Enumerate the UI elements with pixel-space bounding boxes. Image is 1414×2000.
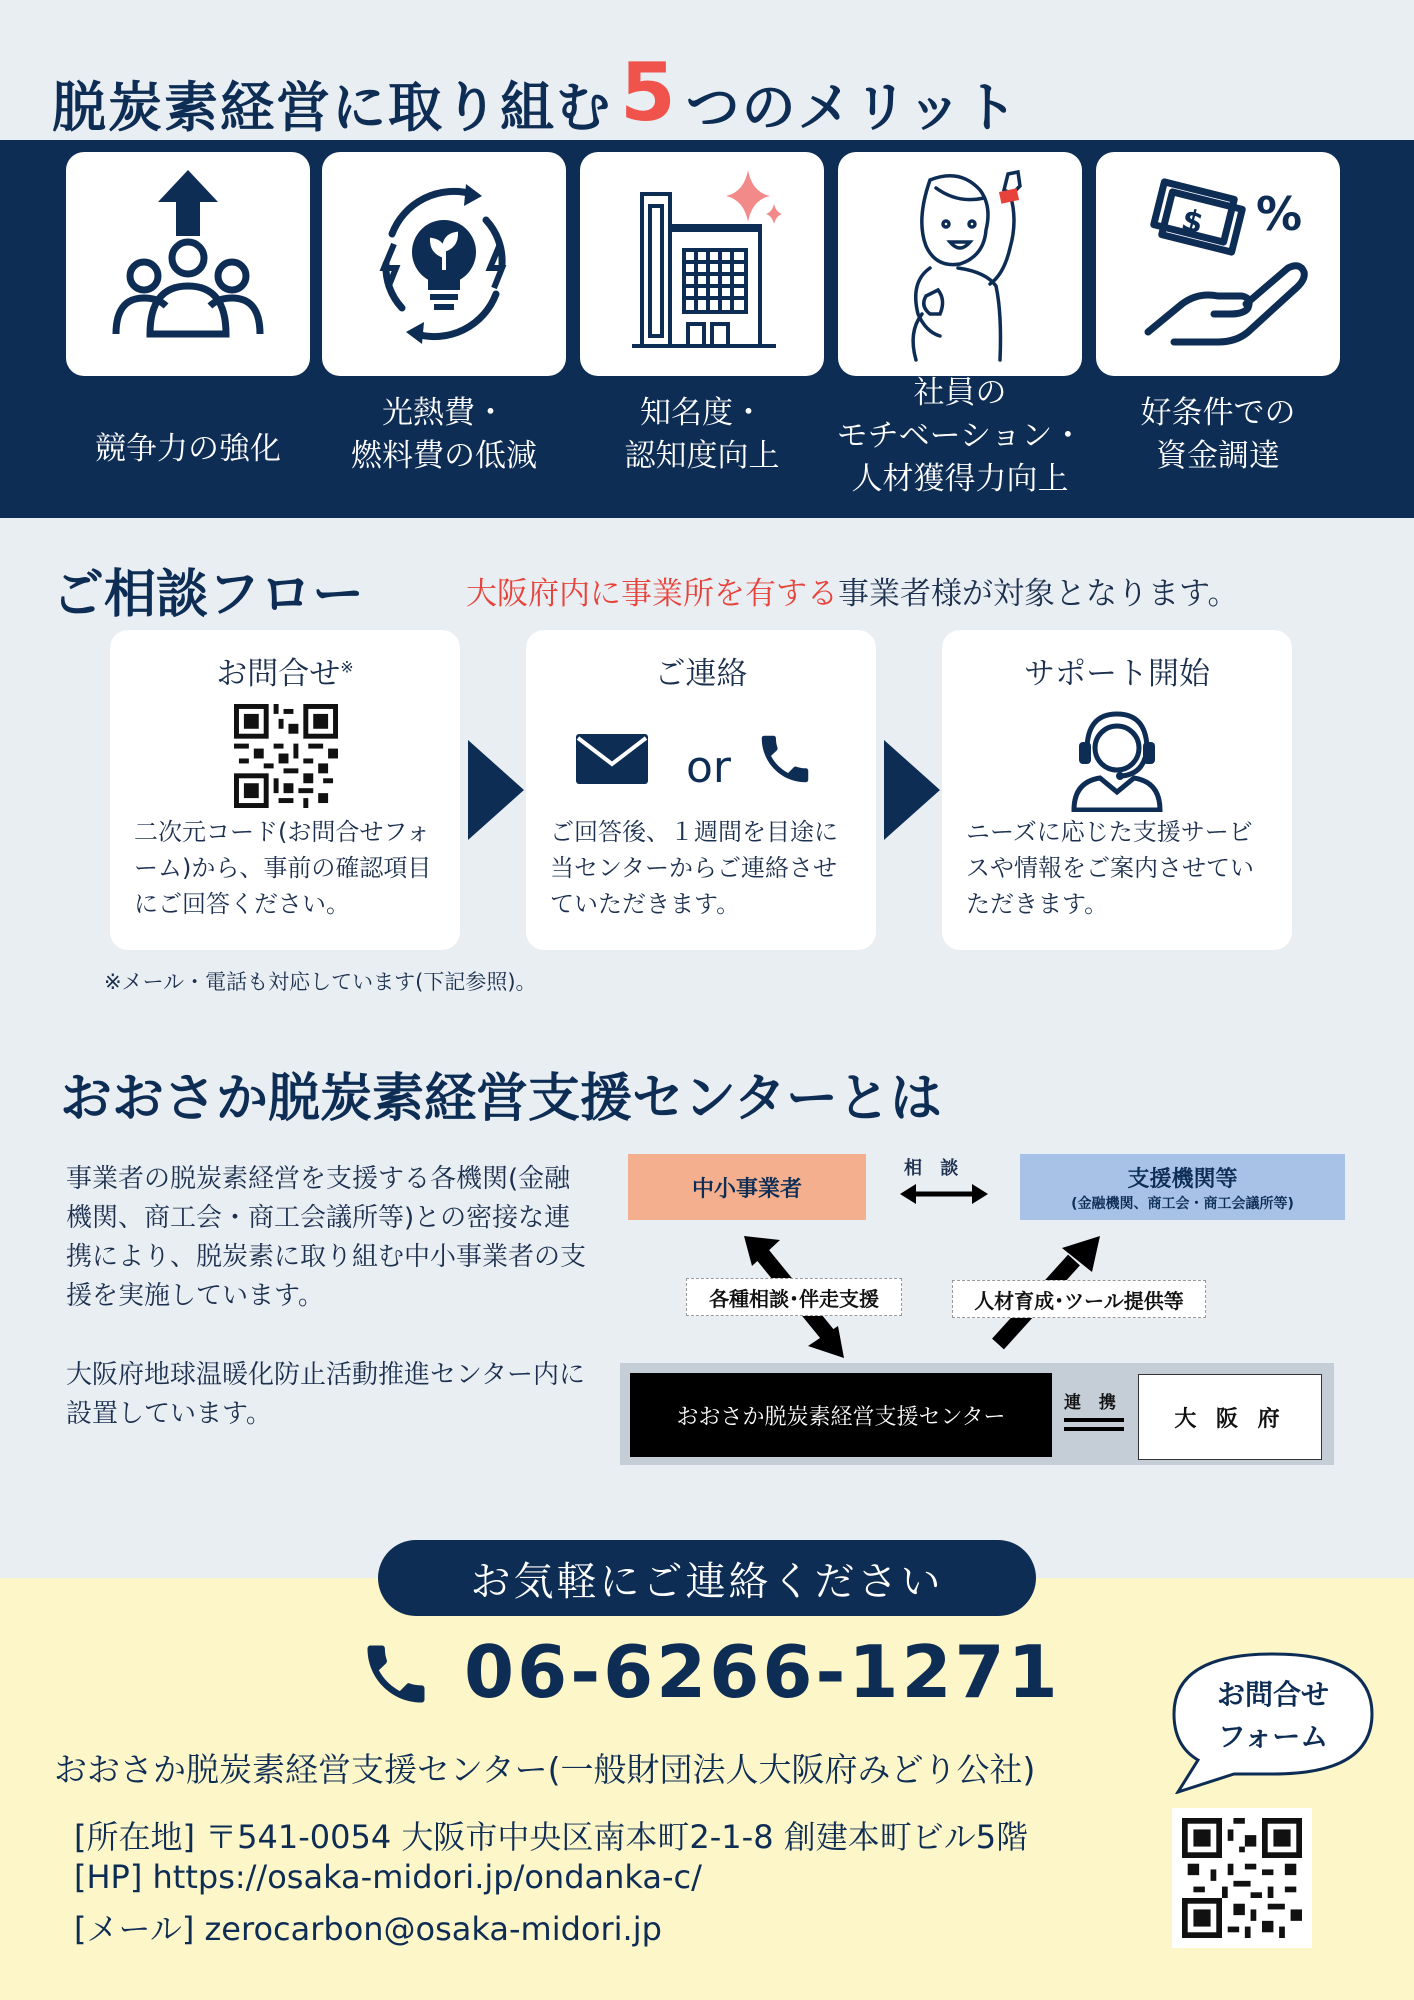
- motivated-employee-icon: [860, 164, 1060, 364]
- building-sparkle-icon: [602, 164, 802, 364]
- phone-icon: [358, 1636, 434, 1712]
- mail-icon: [576, 734, 648, 784]
- flow-step-support-start: [942, 630, 1292, 950]
- money-hand-icon: [1118, 164, 1318, 364]
- flow-arrow-1: [468, 740, 524, 840]
- qr-code-icon: [1182, 1818, 1302, 1938]
- flow-step-title: お問合せ※: [216, 656, 354, 692]
- flow-step-contact: [526, 630, 876, 950]
- tag-training-tools: 人材育成･ツール提供等: [952, 1280, 1206, 1318]
- tag-consult-support: 各種相談･伴走支援: [686, 1278, 902, 1316]
- support-org-label: 支援機関等: [1127, 1167, 1238, 1192]
- flow-step-title: ご連絡: [654, 656, 748, 692]
- email-link[interactable]: [メール] zerocarbon@osaka-midori.jp: [74, 1910, 662, 1948]
- merit-card-motivation: [838, 152, 1082, 376]
- center-box: おおさか脱炭素経営支援センター: [630, 1373, 1052, 1457]
- contact-form-qr[interactable]: [1172, 1808, 1312, 1948]
- support-org-box: [1020, 1154, 1345, 1220]
- about-paragraph-2: 大阪府地球温暖化防止活動推進センター内に設置しています。: [66, 1360, 585, 1429]
- flow-arrow-2: [884, 740, 940, 840]
- operator-headset-icon: [1060, 706, 1174, 812]
- merit-card-financing: [1096, 152, 1340, 376]
- homepage-link[interactable]: [HP] https://osaka-midori.jp/ondanka-c/: [74, 1858, 702, 1896]
- about-paragraph-1: 事業者の脱炭素経営を支援する各機関(金融機関、商工会・商工会議所等)との密接な連携により、脱炭素に取り組む中小事業者の支援を実施しています。: [66, 1164, 587, 1311]
- flow-footnote: ※メール・電話も対応しています(下記参照)。: [104, 970, 537, 994]
- qr-code-icon[interactable]: [234, 704, 338, 808]
- double-arrow-icon: [900, 1180, 988, 1208]
- flow-target-highlight: 大阪府内に事業所を有する: [466, 576, 838, 612]
- flow-target-rest: 事業者様が対象となります。: [838, 576, 1239, 612]
- flow-title: ご相談フロー: [52, 565, 365, 625]
- support-org-sub: (金融機関、商工会・商工会議所等): [1071, 1196, 1294, 1212]
- contact-banner: お気軽にご連絡ください: [378, 1540, 1036, 1616]
- link-label: 連 携: [1064, 1393, 1122, 1413]
- or-label: or: [686, 742, 732, 793]
- merit-title-number: 5: [620, 46, 678, 139]
- merit-title: [52, 46, 1020, 145]
- flow-step-title: サポート開始: [1024, 656, 1210, 692]
- merit-card-recognition: [580, 152, 824, 376]
- flow-step-text: 二次元コード(お問合せフォーム)から、事前の確認項目にご回答ください。: [134, 818, 432, 918]
- sme-box: 中小事業者: [628, 1154, 866, 1220]
- org-name: おおさか脱炭素経営支援センター(一般財団法人大阪府みどり公社): [54, 1750, 1036, 1789]
- people-up-arrow-icon: [88, 164, 288, 364]
- merit-card-energy-cost: [322, 152, 566, 376]
- svg-text:%: %: [1256, 187, 1303, 241]
- merit-title-prefix: 脱炭素経営に取り組む: [52, 76, 612, 139]
- flow-step-inquiry: [110, 630, 460, 950]
- flow-step-text: ご回答後、１週間を目途に当センターからご連絡させていただきます。: [550, 818, 838, 918]
- form-label: お問合せ フォーム: [1216, 1678, 1329, 1753]
- merit-label-5: 好条件での 資金調達: [1140, 395, 1296, 474]
- merit-card-competitiveness: [66, 152, 310, 376]
- address-line: [所在地] 〒541-0054 大阪市中央区南本町2-1-8 創建本町ビル5階: [74, 1818, 1029, 1856]
- merit-label-1: 競争力の強化: [95, 431, 281, 467]
- flow-target-note: [466, 568, 1239, 613]
- flow-step-text: ニーズに応じた支援サービスや情報をご案内させていただきます。: [966, 818, 1254, 918]
- phone-number-link[interactable]: 06-6266-1271: [464, 1630, 1061, 1714]
- consult-label: 相 談: [904, 1158, 965, 1179]
- osaka-pref-box: 大 阪 府: [1138, 1374, 1322, 1460]
- link-lines: [1064, 1418, 1124, 1432]
- about-title: おおさか脱炭素経営支援センターとは: [60, 1069, 942, 1129]
- merit-label-3: 知名度・ 認知度向上: [624, 395, 780, 474]
- merit-label-4: 社員の モチベーション・ 人材獲得力向上: [836, 375, 1084, 497]
- phone-icon: [754, 728, 816, 790]
- lightbulb-cycle-icon: [344, 164, 544, 364]
- merit-title-suffix: つのメリット: [685, 76, 1020, 139]
- merit-label-2: 光熱費・ 燃料費の低減: [351, 395, 537, 474]
- svg-text:$: $: [1178, 202, 1207, 242]
